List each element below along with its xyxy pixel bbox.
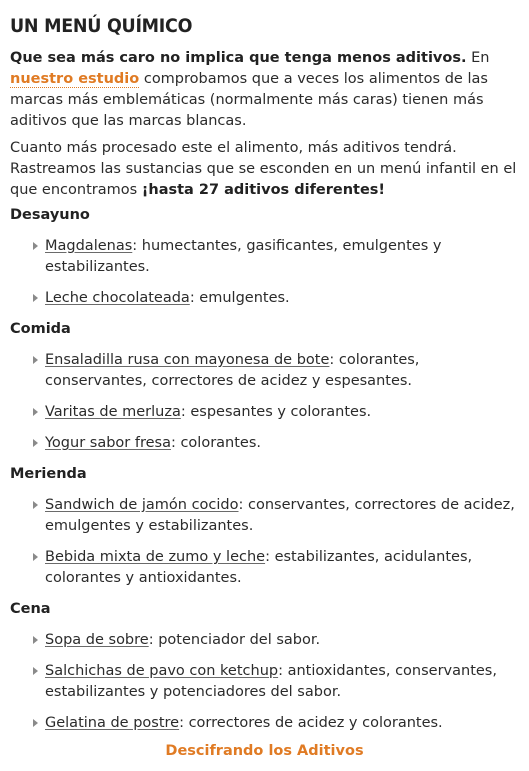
food-link-yogur-fresa[interactable]: Yogur sabor fresa <box>45 435 171 451</box>
page-title: UN MENÚ QUÍMICO <box>10 15 193 37</box>
bullet-arrow-icon <box>33 719 38 727</box>
food-description: : conservantes, correctores de acidez, emulgentes y estabilizantes. <box>45 497 515 534</box>
section-heading-merienda: Merienda <box>10 466 87 482</box>
bullet-arrow-icon <box>33 501 38 509</box>
list-cena <box>10 630 519 734</box>
list-item <box>33 288 519 309</box>
study-link[interactable]: nuestro estudio <box>10 71 140 87</box>
list-item <box>33 547 519 589</box>
food-description: : emulgentes. <box>189 290 290 306</box>
food-link-varitas-merluza[interactable]: Varitas de merluza <box>45 404 181 420</box>
intro2-text: Cuanto más procesado este el alimento, más aditivos tendrá. Rastreamos las sustancias que se esconden en un menú infantil en el que encontramos <box>10 140 517 198</box>
bullet-arrow-icon <box>33 553 38 561</box>
food-description: : espesantes y colorantes. <box>180 404 372 420</box>
list-item <box>33 350 519 392</box>
list-item <box>33 713 519 734</box>
food-description: : correctores de acidez y colorantes. <box>179 715 443 731</box>
food-description: : estabilizantes, acidulantes, colorantes y antioxidantes. <box>45 549 473 586</box>
section-heading-comida: Comida <box>10 321 71 337</box>
section-heading-desayuno: Desayuno <box>10 207 90 223</box>
food-link-ensaladilla[interactable]: Ensaladilla rusa con mayonesa de bote <box>45 352 330 368</box>
food-link-sandwich-jamon[interactable]: Sandwich de jamón cocido <box>45 497 239 513</box>
intro-bold-statement: Que sea más caro no implica que tenga menos aditivos. <box>10 50 467 66</box>
intro-text-pre-link: En <box>466 50 490 66</box>
section-heading-cena: Cena <box>10 601 51 617</box>
food-description: : colorantes, conservantes, correctores de acidez y espesantes. <box>45 352 420 389</box>
list-item <box>33 661 519 703</box>
food-link-gelatina-postre[interactable]: Gelatina de postre <box>45 715 180 731</box>
descifrando-aditivos-link[interactable]: Descifrando los Aditivos <box>165 743 364 759</box>
list-item <box>33 402 519 423</box>
food-link-magdalenas[interactable]: Magdalenas <box>45 238 133 254</box>
intro-paragraph-2 <box>10 138 519 201</box>
food-description: : antioxidantes, conservantes, estabilizantes y potenciadores del sabor. <box>45 663 497 700</box>
bullet-arrow-icon <box>33 636 38 644</box>
food-link-salchichas-pavo[interactable]: Salchichas de pavo con ketchup <box>45 663 279 679</box>
bullet-arrow-icon <box>33 294 38 302</box>
bullet-arrow-icon <box>33 439 38 447</box>
food-description: : potenciador del sabor. <box>148 632 321 648</box>
list-item <box>33 236 519 278</box>
list-desayuno <box>10 236 519 309</box>
list-item <box>33 495 519 537</box>
food-link-leche-chocolateada[interactable]: Leche chocolateada <box>45 290 190 306</box>
bullet-arrow-icon <box>33 408 38 416</box>
list-item <box>33 630 519 651</box>
list-merienda <box>10 495 519 589</box>
intro-paragraph-1 <box>10 48 519 132</box>
bullet-arrow-icon <box>33 667 38 675</box>
food-description: : colorantes. <box>170 435 262 451</box>
list-item <box>33 433 519 454</box>
food-link-bebida-mixta[interactable]: Bebida mixta de zumo y leche <box>45 549 266 565</box>
list-comida <box>10 350 519 454</box>
food-link-sopa-sobre[interactable]: Sopa de sobre <box>45 632 149 648</box>
intro2-bold: ¡hasta 27 aditivos diferentes! <box>141 182 386 198</box>
bullet-arrow-icon <box>33 242 38 250</box>
food-description: : humectantes, gasificantes, emulgentes y estabilizantes. <box>45 238 442 275</box>
bullet-arrow-icon <box>33 356 38 364</box>
intro-text-post-link: comprobamos que a veces los alimentos de las marcas más emblemáticas (normalmente más caras) tienen más aditivos que las marcas blancas. <box>10 71 488 129</box>
